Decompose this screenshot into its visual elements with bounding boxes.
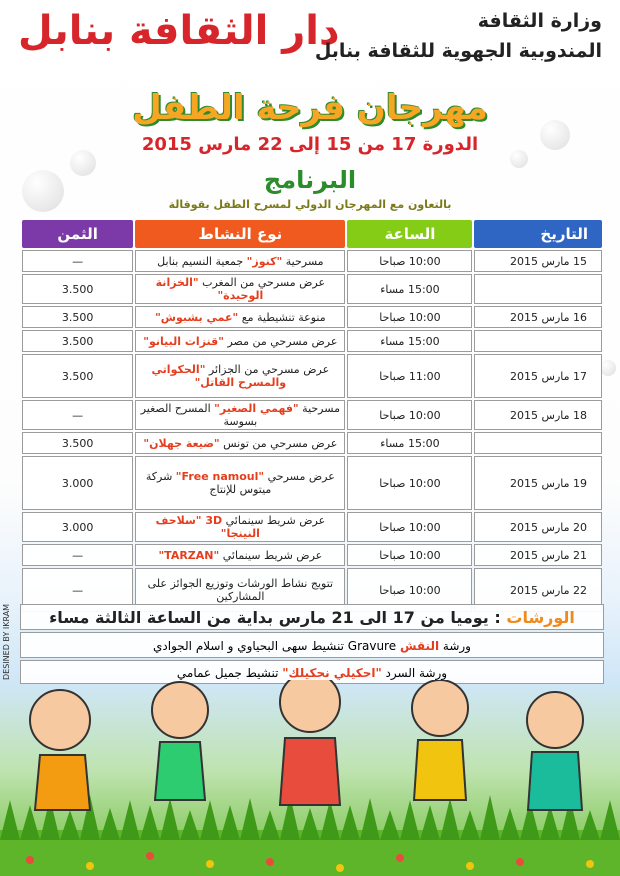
- activity-text: عرض شريط سينمائي: [219, 548, 323, 562]
- table-row: [22, 330, 602, 352]
- date-cell: [474, 330, 602, 352]
- activity-title: "Free namoul": [175, 470, 265, 483]
- workshop-text: Gravure تنشيط سهى البحياوي و اسلام الجوادي: [153, 639, 400, 653]
- program-table: [20, 218, 604, 614]
- price-cell: —: [22, 568, 133, 612]
- date-cell: [474, 274, 602, 304]
- price-cell: 3.500: [22, 274, 133, 304]
- activity-cell: [135, 512, 345, 542]
- regional-office: المندوبية الجهوية للثقافة بنابل: [314, 40, 602, 62]
- workshops-schedule: [20, 604, 604, 630]
- activity-title: "كنوز": [246, 254, 283, 268]
- activity-cell: [135, 330, 345, 352]
- activity-title: "ضيعة جهلان": [143, 436, 220, 450]
- date-cell: [474, 432, 602, 454]
- date-cell: 20 مارس 2015: [474, 512, 602, 542]
- header-date: التاريخ: [474, 220, 602, 248]
- activity-title: 3D "سلاحف النينجا": [155, 514, 260, 540]
- price-cell: —: [22, 400, 133, 430]
- time-cell: 11:00 صباحا: [347, 354, 472, 398]
- activity-text: مسرحية: [298, 402, 340, 415]
- date-cell: 16 مارس 2015: [474, 306, 602, 328]
- header-activity: نوع النشاط: [135, 220, 345, 248]
- date-cell: 17 مارس 2015: [474, 354, 602, 398]
- activity-text: مسرحية: [282, 254, 324, 268]
- activity-title: "TARZAN": [158, 548, 220, 562]
- activity-cell: [135, 456, 345, 510]
- date-cell: 15 مارس 2015: [474, 250, 602, 272]
- table-row: [22, 432, 602, 454]
- collaboration-note: بالتعاون مع المهرجان الدولي لمسرح الطفل بقوقالة: [168, 198, 452, 211]
- org-title: دار الثقافة بنابل: [18, 8, 340, 54]
- activity-text: عرض شريط سينمائي: [222, 514, 326, 527]
- workshop-title: النقش: [399, 639, 440, 653]
- workshop-text: ورشة السرد: [381, 666, 448, 680]
- price-cell: 3.500: [22, 330, 133, 352]
- session-dates: الدورة 17 من 15 إلى 22 مارس 2015: [141, 134, 479, 155]
- activity-cell: [135, 306, 345, 328]
- activity-cell: [135, 354, 345, 398]
- festival-title: مهرجان فرحة الطفل: [132, 88, 488, 128]
- workshop-title: "احكيلي نحكيلك": [282, 666, 382, 680]
- table-row: [22, 250, 602, 272]
- price-cell: 3.000: [22, 512, 133, 542]
- price-cell: —: [22, 544, 133, 566]
- time-cell: 15:00 مساء: [347, 330, 472, 352]
- activity-text: تتويج نشاط الورشات وتوزيع الجوائز على المشاركين: [147, 577, 334, 603]
- workshop-engraving: [20, 632, 604, 658]
- time-cell: 15:00 مساء: [347, 432, 472, 454]
- activity-text: شركة ميتوس للإنتاج: [145, 470, 272, 496]
- time-cell: 10:00 صباحا: [347, 456, 472, 510]
- header-price: الثمن: [22, 220, 133, 248]
- activity-cell: [135, 274, 345, 304]
- activity-text: جمعية النسيم بنابل: [157, 254, 247, 268]
- price-cell: 3.500: [22, 432, 133, 454]
- activity-cell: [135, 544, 345, 566]
- table-row: [22, 544, 602, 566]
- workshops-times: : يوميا من 17 الى 21 مارس بداية من الساعة الثالثة مساء: [49, 608, 501, 627]
- activity-text: منوعة تنشيطية مع: [238, 310, 326, 324]
- activity-title: "قنزات البيانو": [143, 334, 224, 348]
- date-cell: 21 مارس 2015: [474, 544, 602, 566]
- table-row: [22, 354, 602, 398]
- table-row: [22, 456, 602, 510]
- designer-credit: DESINED BY IKRAM: [2, 603, 11, 680]
- activity-cell: [135, 250, 345, 272]
- table-row: [22, 400, 602, 430]
- activity-title: "فهمي الصغير": [214, 402, 299, 415]
- time-cell: 10:00 صباحا: [347, 306, 472, 328]
- date-cell: 22 مارس 2015: [474, 568, 602, 612]
- activity-title: "الخزانة الوحيدة": [155, 276, 264, 302]
- program-heading: البرنامج: [263, 166, 357, 194]
- activity-text: عرض مسرحي من تونس: [219, 436, 338, 450]
- header-time: الساعة: [347, 220, 472, 248]
- activity-cell: [135, 400, 345, 430]
- workshops-label: الورشات: [506, 608, 575, 627]
- activity-text: عرض مسرحي من مصر: [223, 334, 338, 348]
- activity-cell: [135, 432, 345, 454]
- activity-text: عرض مسرحي من المغرب: [198, 276, 326, 289]
- time-cell: 10:00 صباحا: [347, 512, 472, 542]
- children-illustration: [0, 680, 620, 876]
- price-cell: 3.500: [22, 354, 133, 398]
- workshop-text: ورشة: [439, 639, 471, 653]
- activity-text: عرض مسرحي من الجزائر: [205, 363, 330, 376]
- time-cell: 10:00 صباحا: [347, 400, 472, 430]
- ministry-block: [315, 6, 602, 66]
- time-cell: 10:00 صباحا: [347, 568, 472, 612]
- table-row: [22, 512, 602, 542]
- price-cell: —: [22, 250, 133, 272]
- table-row: [22, 306, 602, 328]
- activity-title: "الحكواتي والمسرح القاتل": [151, 363, 287, 389]
- time-cell: 10:00 صباحا: [347, 250, 472, 272]
- time-cell: 10:00 صباحا: [347, 544, 472, 566]
- activity-text: المسرح الصغير بسوسة: [140, 402, 258, 428]
- price-cell: 3.000: [22, 456, 133, 510]
- date-cell: 18 مارس 2015: [474, 400, 602, 430]
- table-row: [22, 274, 602, 304]
- activity-title: "عمي بشبوش": [155, 310, 239, 324]
- price-cell: 3.500: [22, 306, 133, 328]
- workshop-text: تنشيط جميل عمامي: [176, 666, 283, 680]
- time-cell: 15:00 مساء: [347, 274, 472, 304]
- ministry-name: وزارة الثقافة: [477, 10, 602, 32]
- activity-text: عرض مسرحي: [264, 470, 335, 483]
- date-cell: 19 مارس 2015: [474, 456, 602, 510]
